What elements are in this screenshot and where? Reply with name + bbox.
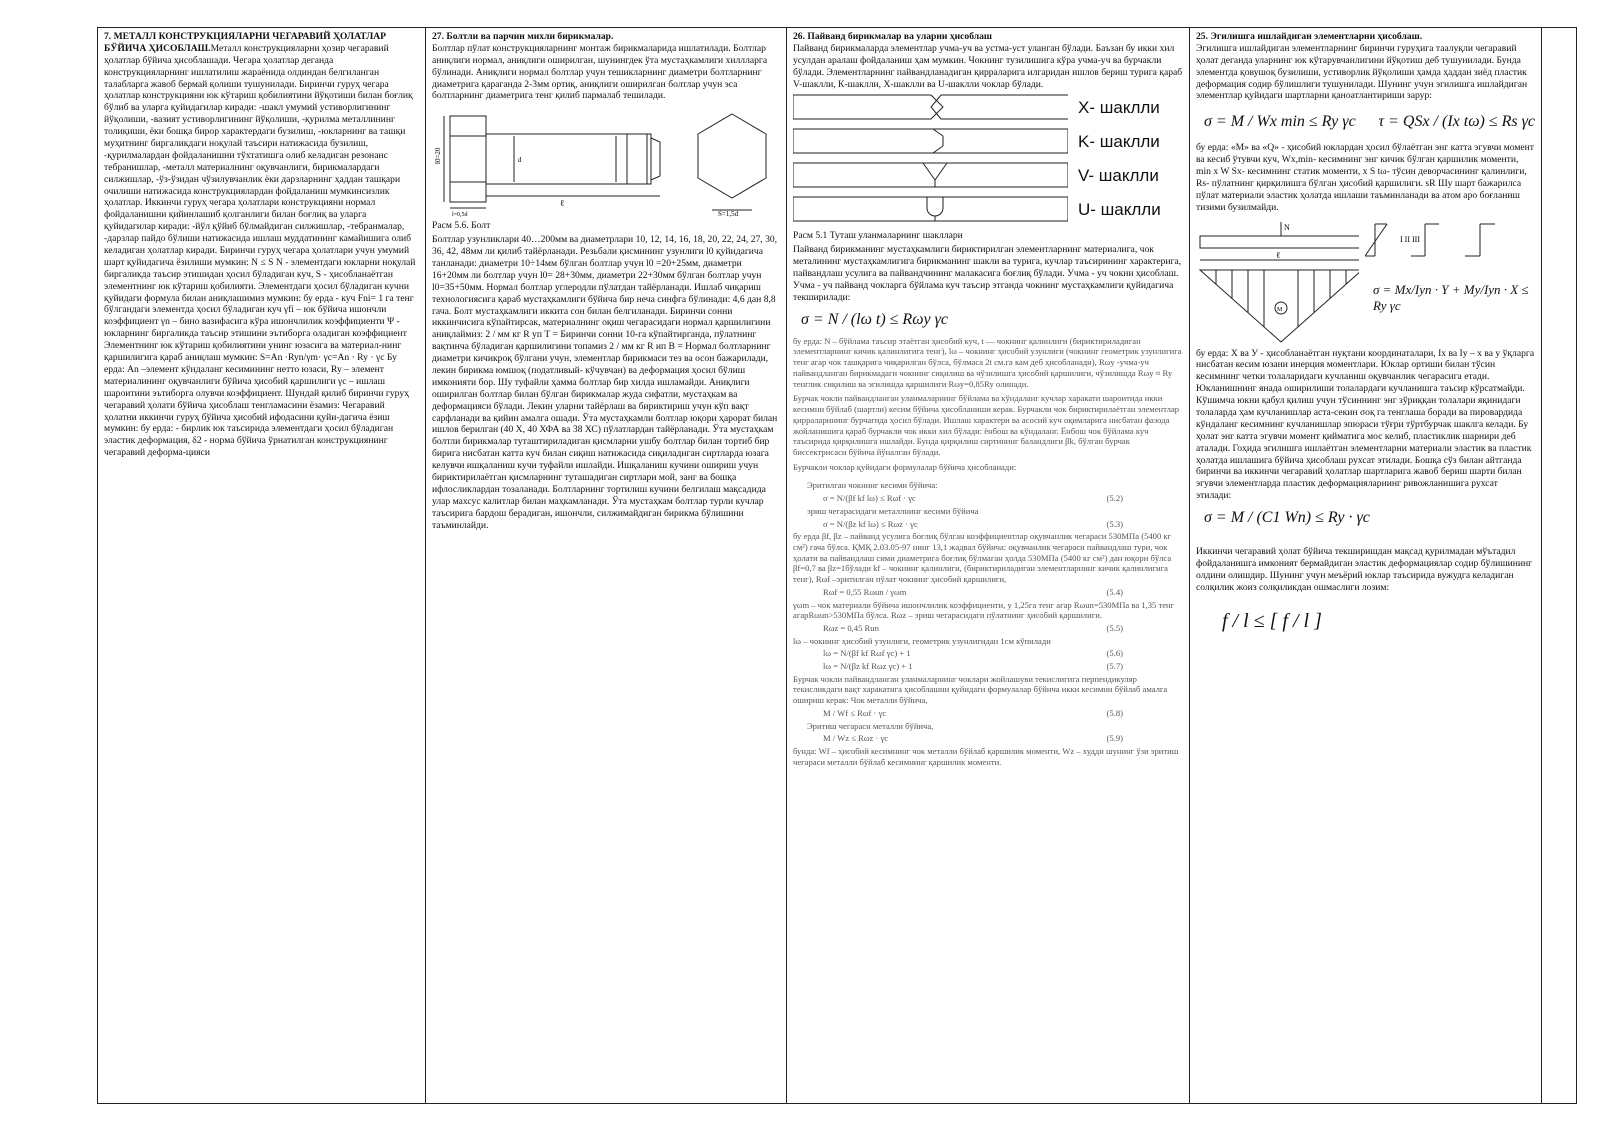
section-title: 27. Болтли ва парчин михли бирикмалар. [432,31,614,42]
faded-text: бунда: Wf – ҳисобий кесимнинг чок металли бўйлаб қаршилик моменти, Wz – худди шунинг ўзи эритиш чегараси металли бўйлаб кесимнинг қаршилик моменти. [793,745,1179,767]
diameter-label: d [518,156,522,165]
equation-number: (5.3) [1106,518,1123,529]
equation: M / Wf ≤ Rωf · γc [823,707,887,718]
zone-labels: I II III [1400,234,1420,244]
formula-plastic: σ = M / (C1 Wn) ≤ Ry · γc [1204,509,1370,527]
column-empty [1542,28,1576,1103]
weld-v-label: V- шаклли [1078,165,1159,185]
equation: Rωz = 0,45 Run [823,623,879,634]
length-label: ℓ [560,198,565,209]
bolt-drawing [432,106,781,218]
column-limit-states [98,28,426,1103]
weld-k-row [793,128,1183,154]
document-sheet [97,27,1577,1104]
bolt-figure [432,106,780,218]
equation: σ = N/(βz kf lω) ≤ Rωz · γc [823,518,918,529]
figure-caption: Расм 5.1 Туташ уланмаларнинг шакллари [793,230,963,242]
dim-head-label: l=0,5d [452,212,468,219]
section-body: Иккинчи чегаравий ҳолат бўйича текширишдан мақсад қурилмадан мўътадил фойдаланишга имконият бермайдиган эластик деформациялар содир бўлишининг олдини олишдир. Шунинг учун меъёрий юклар таъсирида вужудга келадиган солқилик жоиз солқиликдан ошмаслиги лозим: [1196,545,1533,593]
section-body: Пайванд бирикманинг мустаҳкамлиги бириктирилган элементларнинг материалига, чок металининг мустаҳкамлигига бирикманинг шакли ва турига, кучлар таъсирининг характерига, пайвандлаш усулига ва пайвандчининг малакасига боғлиқ бўлади. Учма - уч чокни ҳисоблаш. Учма - уч пайванд чокларга бўйлама куч таъсир этганда чокнинг мустаҳкамлиги қуйидагича текширилади: [793,244,1182,303]
section-body: бу ерда: Х ва У - ҳисобланаётган нуқтани координаталари, Ix ва Iy – х ва у ўқларга нисбатан кесим юзани инерция моментлари. Юклар ортиши билан тўсин кесимнинг четки толаларидаги кучланиш оқувчанлик чегарасига етади. Юкланишнинг янада оширилиши толалардаги кучланишга таъсир кўрсатмайди. Кўшимча юкни қабул қилиш учун тўсиннинг энг зўриққан толалари яқинидаги толаларда ҳам кучланишлар аста-секин σоқ га тенглаша боради ва пировардида кўндаланг кесимнинг кучланишлар эпюраси тўғри тўртбурчак шаклга келади. Бу ҳолат энг катта эгувчи момент қийматига мос келиб, пластиклик шарнири деб аталади. Гоҳида эгилишга ишлаётган элементларни материали эластик ва пластик ҳолатда ишлашига бўйича ҳисоблаш рухсат этилади. Бошқа сўз билан айтганда биринчи ва иккинчи чегаравий ҳолатлар шартларига жавоб бериш шарти билан эгувчи элементларда пластик деформацияларнинг ривожланишига рухсат этилади: [1196,347,1535,502]
faded-text: бу ерда: N – бўйлама таъсир этаётган ҳисобий куч, t — чокнинг қалинлиги (бириктириладиган элементларнинг кичик қалинлигига тенг), lω – чокнинг ҳисобий узунлиги (чокнинг геометрик узунлигига тенг агар чок ташқарига чиқарилган бўлса, бўлмаса 2t см.га кам деб ҳисобланади), Rωy -учма-уч пайвандланган бирикмадаги чокнинг сиқилиш ва чўзилишга ҳисобий қаршилиги, чўзилишда Rωy ≈ Ry тенглик сиқилиш ва эгилишда қаршилиги Rωy=0,85Ry олинади. [793,335,1182,389]
span-label: ℓ [1276,249,1281,260]
weld-u-drawing [793,196,1068,222]
faded-text: Бурчакли чоклар қуйидаги формулалар бўйича ҳисобланади: [793,461,1017,472]
faded-text: Бурчак чокли пайвандланган уланмаларнинг бўйлама ва кўндаланг кучлар харакати шароитида икки кесимни бўйлаб (шартли) кесим бўйича ҳисобланиши керак. Бурчакли чок бириктирилаётган элементлар қирраларининг бурчагида ҳосил бўлади. Ишлаш характери ва асосий куч оқимларига нисбатан фазода жойланишига қараб бурчакли чок икки хил бўлади: ёнбош ва кўндаланг. Ёнбош чок бўйлама куч таъсирида қирқилишга ишлайди. Бунда қирқилиш сиртининг баландлиги βk, бўлган бурчак биссектрисаси бўйича йўналган бўлади. [793,393,1180,457]
equation: lω = N/(βz kf Rωz γc) + 1 [823,661,913,672]
equation-number: (5.4) [1106,586,1123,597]
equation-row [793,519,1183,530]
section-body: Болтлар узунликлари 40…200мм ва диаметрлари 10, 12, 14, 16, 18, 20, 22, 24, 27, 30, 36, 42, 48мм ли қилиб тайёрланади. Резьбали қисмининг узунлиги l0 қуйидагича танланади: диаметри 10÷14мм бўлган болтлар учун l0 =20+25мм, диаметри 16+20мм ли болтлар учун l0= 28+30мм, диаметри 22+30мм бўлган болтлар учун l0=35+50мм. Нормал болтлар углеродли пўлатдан тайёрланади. Ишлаб чиқариш технологиясига қараб мустаҳкамлиги бўйича бир неча синфга бўлинади: 4,6 дан 8,8 гача. Болт мустаҳкамлиги иккита сон билан белгиланади. Биринчи сонни иккинчисига кўпайтирсак, материалнинг оқиш чегарасидаги нормал қаршилигини аниқлаймиз: 2 / мм кг R уп Т = Биринчи сонни 10-га кўпайтирганда, пўлатнинг вақтинча бўладиган қаршилигини топамиз 2 / мм кг R ип В = Нормал болтларнинг диаметри кичикроқ бўлгани учун, элементлар бирикмаси тез ва осон бажарилади, лекин бирикма юмшоқ (податливый- кўчувчан) ва деформация ҳосил бўлиш имконияти бор. Шу туфайли ҳамма болтлар бир хилда ишламайди. Аниқлиги оширилган болтлар билан бўлган бирикмалар жуда сифатли, мустаҳкам ва деформацияси бўлади. Лекин уларни тайёрлаш ва бириктириш учун кўп вақт сарфланади ва қийин амалга ошади. Ўта мустаҳкамли болтлар юқори ҳарорат билан ишлов берилган (40 Х, 40 ХФА ва 38 ХС) пўлатлардан тайёрланади. Ўта мустаҳкам болтли бирикмалар туташтириладиган қисмларни ушбу болтлар билан тортиб бир бирига нисбатан катта куч билан сиқиш натижасида сиқиладиган сиртларда юзага келувчи ишқаланиш кучи туфайли ишлайди. Ишқаланиш кучини ошириш учун бириктирилаётган қисмларнинг туташадиган сиртлари мой, занг ва бошқа ифлосликлардан тозаланади. Болтларнинг тортилиш кучини белгилаш мақсадида улар махсус калитлар билан маҳкамланади. Ўта мустаҳкам болтлар турли кучлар таъсирига бардош берадиган, ишончли, силжимайдиган бирикма бўлишини таъминлайди. [432,234,778,531]
equation-row [793,493,1183,504]
beam-figure [1196,220,1535,348]
section-intro: Эгилишга ишлайдиган элементларнинг биринчи гуруҳига таалуқли чегаравий ҳолат деганда уларнинг юк кўтарувчанлигини йўқотиш деб тушунилади. Бунда элементда қовушоқ бузилиши, устиворлик йўқолиши ҳамда ҳаддан зиёд пластик деформация содир бўлишлиги тушунилади. Шунинг учун эгилишга ишлайдиган элементлар қуйидаги шартларни қаноатлантириши зарур: [1196,42,1528,102]
equation: Rωf = 0,55 Rωun / γωm [823,586,907,597]
weld-x-drawing [793,94,1068,120]
column-bending-elements [1190,28,1542,1103]
formula-row [1196,106,1535,138]
weld-u-row [793,196,1183,222]
equation-row [793,661,1183,672]
section-text: 7. МЕТАЛЛ КОНСТРУКЦИЯЛАРНИ ЧЕГАРАВИЙ ҲОЛАТЛАР БЎЙИЧА ҲИСОБЛАШ.Металл конструкцияларни ҳозир чегаравий ҳолатлар бўйича ҳисоблашади. Чегара ҳолатлар деганда конструкцияларнинг ишлатилиш жараёнида олдиндан белгиланган талабларга жавоб бермай қолиши тушунилади. Биринчи гуруҳ чегара ҳолатлар конструкцияни юк кўтариш қобилиятини йўқотиши билан боғлиқ бўлиб ва уларга қуйидагилар киради: -шакл умумий устиворлигининг йўқолиши, -вазият устиворлигининг йўқолиши, -қурилма металлининг толиқиши, ёки бошқа бирор характердаги бузилиш, -юкларнинг ва ташқи муҳитнинг биргаликдаги ноқулай таъсири натижасида бузилиш, -қурилмалардан фойдаланишни тўхтатишга олиб келадиган резонанс тебранишлар, -металл материалнинг оқувчанлиги, бирикмалардаги силжишлар, -ўз-ўзидан чўзилувчанлик ёки дарзларнинг ҳаддан ташқари очилиши натижасида конструкциялардан фойдаланиш мумкинсизлик ҳолатлар. Иккинчи гуруҳ чегара ҳолатлари конструкцияни нормал фойдаланишни қийинлашиб қолганлиги билан боғлиқ ва уларга қуйидагилар киради: -йўл қўйиб бўлмайдиган силжишлар, -тебранмалар, -дарзлар пайдо бўлиши натижасида ишлаш муддатининг камайишига олиб келадиган ҳолатлар киради. Биринчи гуруҳ чегара ҳолатлари учун умумий шарт қуйидагича ёзилиши мумкин: N ≤ S N - элементдаги юкларни ноқулай биргаликда таъсир этишидан ҳосил бўладиган куч, S - ҳисобланаётган элементнинг юк кўтариш қобилияти. Элементдаги ҳосил бўладиган кучни қуйидаги формула билан аниқлашимиз мумкин: бу ерда - куч Fni= 1 га тенг бўлгандаги элементда ҳосил бўладиган куч γfi – юк бўйича ишончли коэффициент γn – бино вазифасига кўра ишончлилик коэффициенти Ψ - юкларнинг биргаликда таъсир этишини эътиборга оладиган коэффициент Элементнинг юк кўтариш қобилиятини унинг юзасига ва материал-нинг қаршилигига қараб аниқлаш мумкин: S=An ·Ryn/γm· γc=An · Ry · γc Бу ерда: An –элемент кўндаланг кесимининг нетто юзаси, Ry – элемент материалининг оқувчанлиги бўйича ҳисобий қаршилиги γc – ишлаш шароитини эътиборга олувчи коэффициент. Шундай қилиб биринчи гуруҳ чегаравий ҳолати бўйича ҳисоблаш тенгламасини ёзамиз: Чегаравий ҳолатни иккинчи гуруҳ бўйича ҳисобий ифодасини қуйи-дагича ёзиш мумкин: бу ерда: - бирлик юк таъсирида элементдаги ҳосил бўладиган эластик деформация, δ2 - норма бўйича ўрнатилган конструкциянинг чегаравий деформа-цияси [104,31,416,459]
weld-k-drawing [793,128,1068,154]
equation-row [793,733,1183,744]
equation-row [793,623,1183,634]
equation-row [793,587,1183,598]
nut-size-label: S=1,5d [718,210,739,219]
load-label: N [1284,222,1290,232]
equation: σ = N/(βf kf lω) ≤ Rωf · γc [823,493,916,504]
section-intro: Пайванд бирикмаларда элементлар учма-уч ва устма-уст уланган бўлади. Баъзан бу икки хил усулдан аралаш фойдаланиш ҳам мумкин. Чокнинг тузилишига кўра учма-уч ва бурчакли бўлади. Элементларнинг пайвандланадиган қирраларига илгаридан ишлов бериш турига қараб V-шаклли, К-шаклли, Х-шаклли ва U-шаклли чоклар бўлади. [793,42,1183,90]
weld-v-drawing [793,162,1068,188]
formula-shear-stress: τ = QSx / (Ix tω) ≤ Rs γc [1378,113,1535,131]
equation: M / Wz ≤ Rωz · γc [823,733,889,744]
stress-figure [1359,220,1535,348]
formula-biaxial-bending: σ = Mx/Iyn · Y + My/Iyn · X ≤ Ry γc [1373,281,1529,313]
faded-text: эриш чегарасидаги металлнинг кесими бўйича [807,505,979,516]
section-title: 26. Пайванд бирикмалар ва уларни ҳисоблаш [793,31,993,42]
equation-number: (5.2) [1106,493,1123,504]
faded-text: Эритиш чегараси металли бўйича, [807,720,934,731]
faded-text: Эритилган чокнинг кесими бўйича: [807,480,938,491]
weld-x-label: X- шаклли [1078,97,1160,117]
faded-text: γωm – чок материали бўйича ишончлилик коэффициенти, у 1,25га тенг агар Rωun=530МПа ва 1,35 тенг агарRωun>530МПа бўлса. Rωz – эриш чегарасидаги пўлатнинг ҳисобий қаршилиги. [793,599,1175,621]
formula-deflection: f / l ≤ [ f / l ] [1222,610,1322,633]
weld-x-row [793,94,1183,120]
figure-caption: Расм 5.6. Болт [432,220,491,232]
dim-thread-label: l0=20 [434,147,442,165]
equation-number: (5.9) [1106,733,1123,744]
equation-number: (5.8) [1106,707,1123,718]
column-bolted-joints [426,28,787,1103]
beam-moment-diagram [1196,220,1359,346]
weld-figure [793,94,1183,222]
faded-text: бу ерда βf, βz – пайванд усулига боғлиқ бўлган коэффициентлар оқувчанлик чегараси 530МПа (5400 кг см²) гача бўлса. ҚМҚ 2.03.05-97 нинг 13,1 жадвал бўйича: оқувчанлик чегараси пайвандлаш тури, чок ҳолати ва пайвандлаш сими диаметрига боғлиқ бўлмаган ҳолда 530МПа (5400 кг см²) дан юқори бўлса βf=0,7 ва βz=1бўлади kf – чокнинг қалинлиги, (бириктириладиган элементларнинг кичик қалинлигига тенг), Rωf –эритилган пўлат чокнинг ҳисобий қаршилиги, [793,531,1172,585]
equation-number: (5.7) [1106,661,1123,672]
moment-label: M [1277,306,1283,313]
equation-number: (5.6) [1106,648,1123,659]
formula-normal-stress: σ = M / Wx min ≤ Ry γc [1204,113,1356,131]
section-intro: Болтлар пўлат конструкцияларнинг монтаж бирикмаларида ишлатилади. Болтлар аниқлиги нормал, аниқлиги оширилган, шунингдек ўта мустаҳкамлиги хиллларга бўлинади. Аниқлиги нормал болтлар учун тешикларнинг диаметри болтларнинг диаметрига қараганда 2-3мм ортиқ, аниқлиги оширилган болтлар учун эса болтларнинг диаметрига тенг қилиб пармалаб тешилади. [432,42,768,102]
weld-v-row [793,162,1183,188]
faded-text: lω – чокнинг ҳисобий узунлиги, геометрик узунлигидан 1см кўпилади [793,635,1051,646]
equation-row [793,648,1183,659]
formula-butt-weld: σ = N / (lω t) ≤ Rωy γc [801,310,949,328]
equation: lω = N/(βf kf Rωf γc) + 1 [823,648,911,659]
equation-row [793,708,1183,719]
section-title: 25. Эгилишга ишлайдиган элементларни ҳисоблаш. [1196,31,1423,42]
faded-text: Бурчак чокли пайвандланган уланмаларнинг чоклари жойлашуви текислигига перпендикуляр текисликдаги вақт харакатига ҳисоблашни қуйидаги формулалар бўйича икки кесимни бўйлаб амалга ошириш керак: Чок металли бўйича, [793,673,1168,706]
column-welded-joints [787,28,1190,1103]
weld-u-label: U- шаклли [1078,199,1161,219]
equation-number: (5.5) [1106,623,1123,634]
stress-zones [1365,220,1535,260]
section-body: бу ерда: «M» ва «Q» - ҳисобий юклардан ҳосил бўлаётган энг катта эгувчи момент ва кесиб ўтувчи куч, Wx,min- кесимнинг энг кичик бўлган қаршилик моменти, min x W Sx- кесимнинг статик моменти, x S tω- тўсин деворчасининг қалинлиги, Rs- пўлатнинг қирқилишга бўлган ҳисобий қаршилиги. sR Шу шарт бажарилса пўлат материали эластик ҳолатда ишлаши таъминланади ва атом аро боғланиш тизими бузилмайди. [1196,142,1534,213]
section-title: 7. МЕТАЛЛ КОНСТРУКЦИЯЛАРНИ ЧЕГАРАВИЙ ҲОЛАТЛАР БЎЙИЧА ҲИСОБЛАШ. [104,31,387,54]
weld-k-label: K- шаклли [1078,131,1160,151]
